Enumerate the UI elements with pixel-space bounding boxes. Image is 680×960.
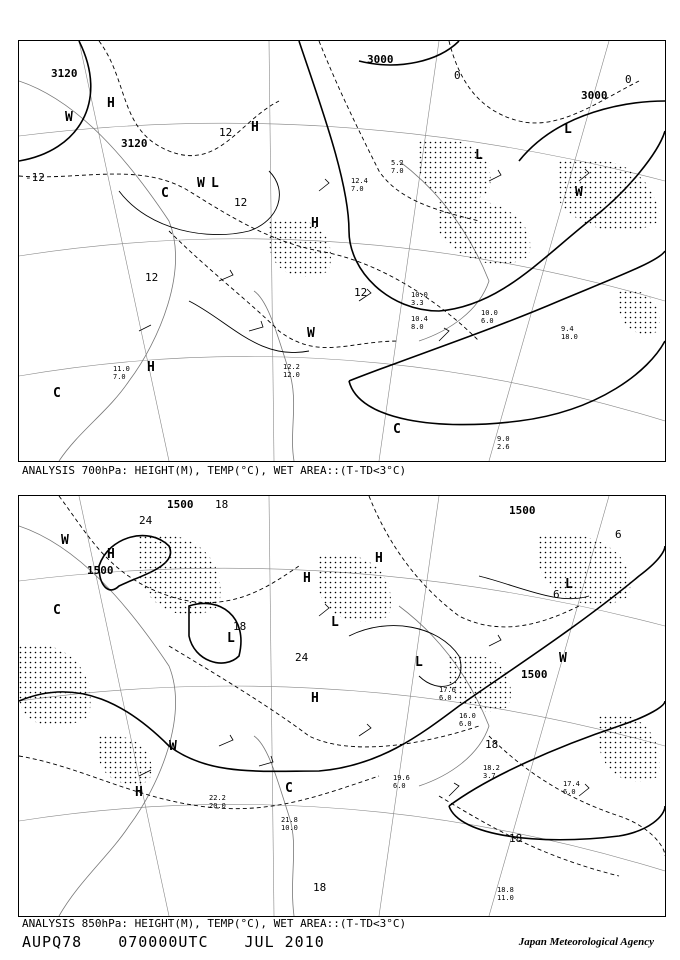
svg-text:9.0: 9.0 — [497, 435, 510, 443]
cold-center: C — [285, 781, 293, 796]
svg-text:2.6: 2.6 — [497, 443, 510, 451]
svg-text:7.0: 7.0 — [391, 167, 404, 175]
product-code: AUPQ78 — [22, 933, 83, 951]
svg-text:6.0: 6.0 — [459, 720, 472, 728]
valid-time: 070000UTC — [118, 933, 209, 951]
temp-label: 24 — [295, 651, 309, 664]
low-center: L — [565, 577, 573, 592]
high-center: H — [107, 96, 115, 111]
svg-text:8.0: 8.0 — [411, 323, 424, 331]
temp-label: 12 — [234, 196, 248, 209]
temp-label: 12 — [354, 286, 368, 299]
svg-text:11.0: 11.0 — [113, 365, 130, 373]
low-center: L — [227, 631, 235, 646]
station-obs — [283, 363, 300, 379]
svg-text:10.4: 10.4 — [411, 315, 428, 323]
station-obs — [393, 774, 410, 790]
height-label: 3120 — [51, 67, 78, 80]
high-center: H — [107, 547, 115, 562]
high-center: H — [251, 120, 259, 135]
station-obs — [497, 886, 514, 902]
cold-center: C — [53, 603, 61, 618]
temp-label: 18 — [509, 832, 523, 845]
bulletin-header — [22, 933, 351, 951]
map-850hpa — [19, 496, 665, 916]
warm-center: W — [169, 739, 177, 754]
height-label: 3000 — [367, 53, 394, 66]
low-center: L — [415, 655, 423, 670]
high-center: H — [303, 571, 311, 586]
temp-label: 6 — [615, 528, 622, 541]
temp-label: 18 — [485, 738, 499, 751]
station-obs — [411, 291, 428, 307]
station-obs — [563, 780, 580, 796]
agency-credit: Japan Meteorological Agency — [518, 936, 654, 948]
temp-label: 12 — [219, 126, 233, 139]
height-label: 3120 — [121, 137, 148, 150]
station-obs — [113, 365, 130, 381]
svg-text:6.0: 6.0 — [481, 317, 494, 325]
low-center: L — [331, 615, 339, 630]
svg-text:17.6: 17.6 — [439, 686, 456, 694]
svg-text:16.0: 16.0 — [459, 712, 476, 720]
svg-text:3.7: 3.7 — [483, 772, 496, 780]
warm-center: W — [65, 110, 73, 125]
chart-850hpa — [18, 495, 666, 917]
svg-text:10.0: 10.0 — [281, 824, 298, 832]
svg-text:12.2: 12.2 — [283, 363, 300, 371]
svg-text:6.0: 6.0 — [563, 788, 576, 796]
low-center: L — [475, 148, 483, 163]
station-obs — [561, 325, 578, 341]
svg-text:5.2: 5.2 — [391, 159, 404, 167]
svg-text:18.2: 18.2 — [483, 764, 500, 772]
warm-center: W — [575, 185, 583, 200]
svg-text:3.3: 3.3 — [411, 299, 424, 307]
temp-label: 6 — [553, 588, 560, 601]
wet-areas — [269, 138, 660, 334]
svg-text:21.8: 21.8 — [281, 816, 298, 824]
svg-text:17.4: 17.4 — [563, 780, 580, 788]
svg-text:19.6: 19.6 — [393, 774, 410, 782]
high-center: H — [135, 785, 143, 800]
low-center: L — [211, 176, 219, 191]
high-center: H — [375, 551, 383, 566]
svg-text:12.4: 12.4 — [351, 177, 368, 185]
temp-label: 18 — [313, 881, 327, 894]
station-obs — [209, 794, 226, 810]
high-center: H — [311, 691, 319, 706]
warm-center: W — [559, 651, 567, 666]
height-label: 1500 — [167, 498, 194, 511]
svg-text:18.8: 18.8 — [497, 886, 514, 894]
warm-center: W — [307, 326, 315, 341]
station-obs — [281, 816, 298, 832]
height-label: 1500 — [87, 564, 114, 577]
chart-700hpa — [18, 40, 666, 462]
height-label: 1500 — [521, 668, 548, 681]
warm-center: W — [61, 533, 69, 548]
svg-text:22.2: 22.2 — [209, 794, 226, 802]
coastline — [19, 526, 489, 916]
svg-text:7.0: 7.0 — [351, 185, 364, 193]
height-label: 1500 — [509, 504, 536, 517]
station-obs — [481, 309, 498, 325]
svg-text:7.0: 7.0 — [113, 373, 126, 381]
svg-text:9.4: 9.4 — [561, 325, 574, 333]
temp-label: 0 — [454, 69, 461, 82]
caption-700hpa: ANALYSIS 700hPa: HEIGHT(M), TEMP(°C), WET AREA::(T-TD<3°C) — [22, 464, 407, 477]
low-center: L — [564, 122, 572, 137]
station-obs — [351, 177, 368, 193]
station-obs — [391, 159, 404, 175]
temp-label: 24 — [139, 514, 153, 527]
temp-label: 12 — [145, 271, 159, 284]
svg-text:11.0: 11.0 — [497, 894, 514, 902]
cold-center: C — [393, 422, 401, 437]
svg-text:6.0: 6.0 — [439, 694, 452, 702]
svg-text:18.0: 18.0 — [561, 333, 578, 341]
temp-label: 0 — [625, 73, 632, 86]
high-center: H — [147, 360, 155, 375]
high-center: H — [311, 216, 319, 231]
station-obs — [459, 712, 476, 728]
wind-barbs — [139, 604, 589, 796]
temp-label: 18 — [215, 498, 229, 511]
height-label: 3000 — [581, 89, 608, 102]
svg-text:10.0: 10.0 — [411, 291, 428, 299]
temp-label: 18 — [233, 620, 247, 633]
svg-text:12.0: 12.0 — [283, 371, 300, 379]
warm-center: W — [197, 176, 205, 191]
svg-text:10.0: 10.0 — [481, 309, 498, 317]
station-obs — [411, 315, 428, 331]
svg-text:20.0: 20.0 — [209, 802, 226, 810]
svg-text:6.0: 6.0 — [393, 782, 406, 790]
cold-center: C — [161, 186, 169, 201]
cold-center: C — [53, 386, 61, 401]
map-700hpa — [19, 41, 665, 461]
temp-label: -12 — [25, 171, 45, 184]
coastline — [19, 81, 489, 461]
caption-850hpa: ANALYSIS 850hPa: HEIGHT(M), TEMP(°C), WET AREA::(T-TD<3°C) — [22, 917, 407, 930]
station-obs — [497, 435, 510, 451]
station-obs — [483, 764, 500, 780]
valid-date: JUL 2010 — [244, 933, 325, 951]
